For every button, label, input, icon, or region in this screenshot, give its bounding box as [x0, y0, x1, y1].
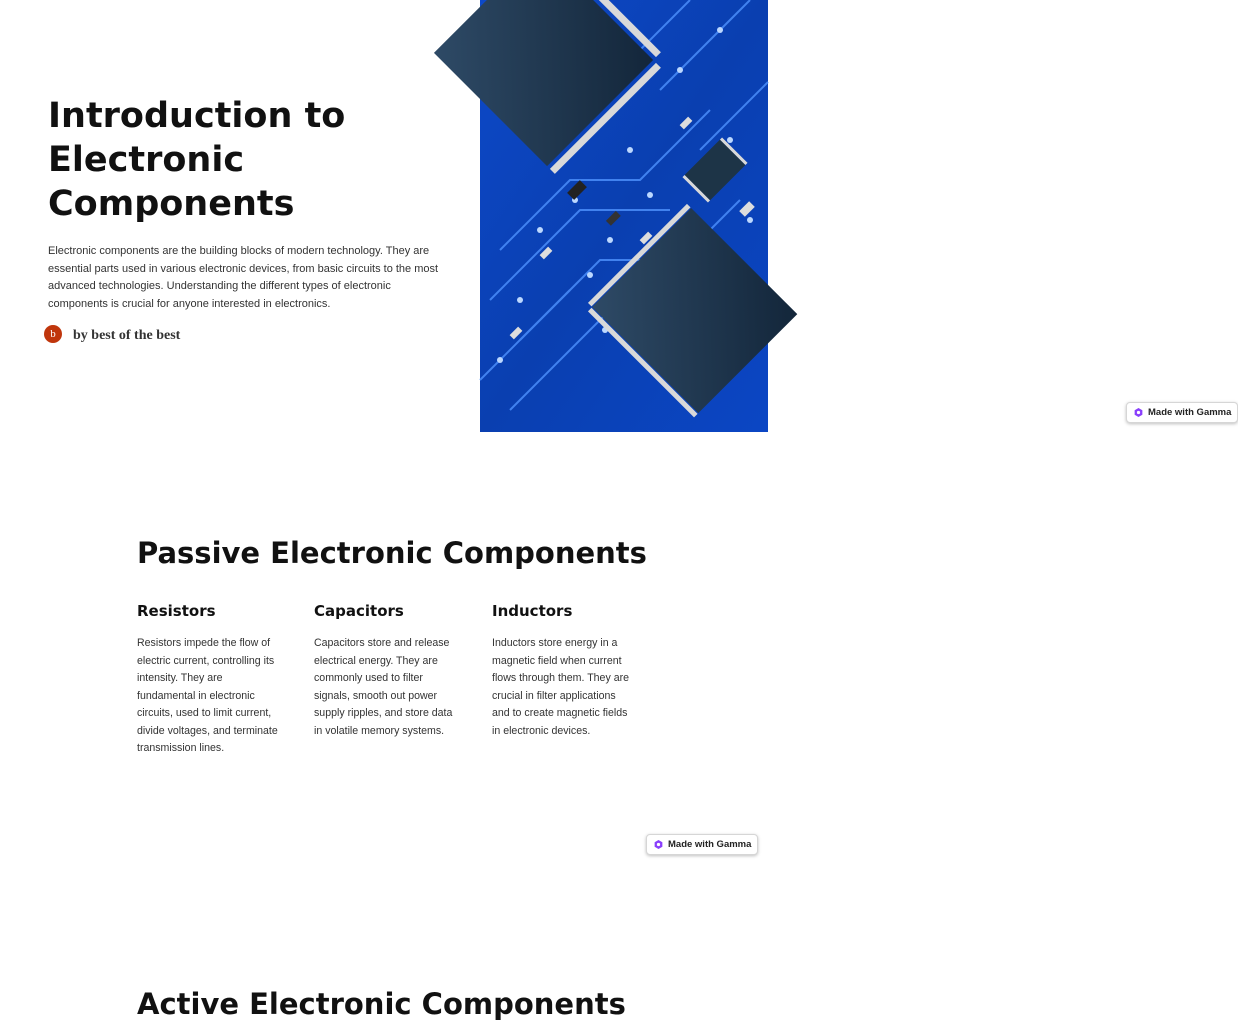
section-title: Active Electronic Components	[137, 987, 626, 1021]
gamma-logo-icon	[654, 840, 663, 849]
section-title: Passive Electronic Components	[137, 536, 647, 570]
intro-description: Electronic components are the building blocks of modern technology. They are essential parts used in various electronic devices, from basic circuits to the most advanced technologies. Understanding the different types of electronic components is crucial for anyone interested in electronics.	[48, 245, 439, 310]
slide-intro	[0, 0, 1232, 432]
avatar: b	[44, 325, 62, 343]
card-heading: Capacitors	[314, 602, 404, 620]
card-text: Inductors store energy in a magnetic field when current flows through them. They are crucial in filter applications and to create magnetic fields in electronic devices.	[492, 637, 630, 737]
badge-label: Made with Gamma	[1148, 407, 1232, 418]
card-heading: Inductors	[492, 602, 573, 620]
page-title: Introduction to Electronic Components	[48, 96, 346, 224]
card-text: Capacitors store and release electrical energy. They are commonly used to filter signals, smooth out power supply ripples, and store data in volatile memory systems.	[314, 637, 453, 737]
component-card-capacitors	[314, 602, 456, 740]
made-with-gamma-badge[interactable]	[646, 834, 758, 855]
component-card-inductors	[492, 602, 634, 740]
byline-text: by best of the best	[73, 328, 181, 343]
author-byline	[44, 322, 180, 346]
made-with-gamma-badge[interactable]	[1126, 402, 1238, 423]
card-text: Resistors impede the flow of electric current, controlling its intensity. They are fundamental in electronic circuits, used to limit current, divide voltages, and terminate transmission lines.	[137, 637, 278, 754]
slide-active-components	[0, 864, 768, 1024]
slide-passive-components	[0, 432, 768, 864]
badge-label: Made with Gamma	[668, 839, 752, 850]
gamma-logo-icon	[1134, 408, 1143, 417]
circuit-board-image	[480, 0, 1232, 432]
card-heading: Resistors	[137, 602, 216, 620]
component-card-resistors	[137, 602, 279, 758]
circuit-board-photo-icon	[480, 0, 768, 432]
